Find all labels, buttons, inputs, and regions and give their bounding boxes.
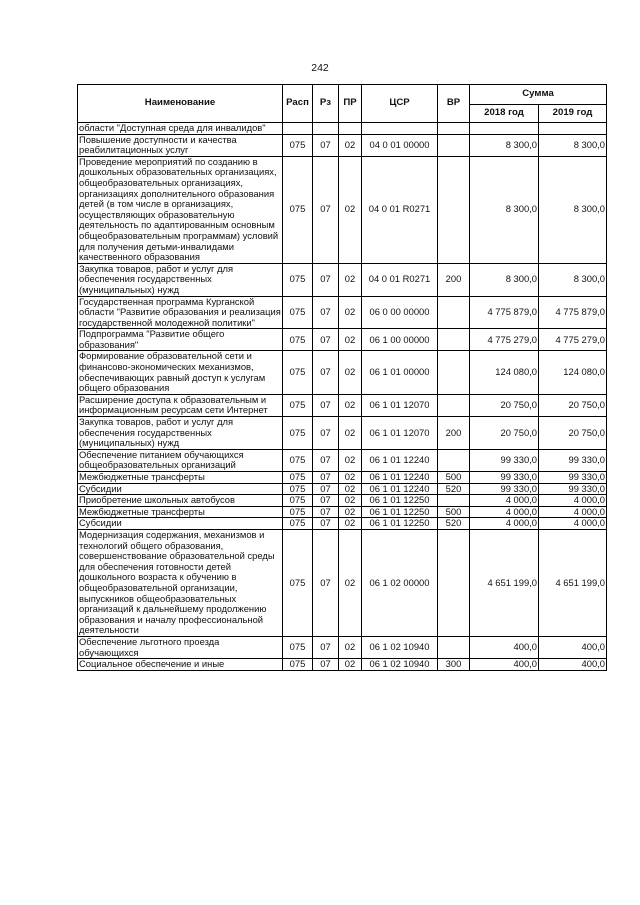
row-rz: 07 <box>313 351 339 394</box>
row-rz: 07 <box>313 659 339 671</box>
row-name: Межбюджетные трансферты <box>78 472 283 484</box>
row-sum-2018: 8 300,0 <box>470 156 539 263</box>
row-rz: 07 <box>313 417 339 450</box>
row-name: Подпрограмма "Развитие общего образования" <box>78 329 283 351</box>
row-vr: 500 <box>438 472 470 484</box>
row-pr: 02 <box>339 329 362 351</box>
row-sum-2018: 99 330,0 <box>470 472 539 484</box>
header-csr: ЦСР <box>362 85 438 123</box>
row-sum-2019 <box>539 123 607 135</box>
row-rz: 07 <box>313 518 339 530</box>
row-sum-2019: 8 300,0 <box>539 134 607 156</box>
table-row <box>78 329 607 351</box>
row-sum-2019: 20 750,0 <box>539 394 607 416</box>
page-number: 242 <box>311 62 329 74</box>
row-name: Государственная программа Курганской области "Развитие образования и реализация государственной молодежной политики" <box>79 296 281 328</box>
row-rasp: 075 <box>283 483 313 495</box>
row-sum-2019: 99 330,0 <box>539 483 607 495</box>
row-vr <box>438 123 470 135</box>
row-pr <box>339 123 362 135</box>
row-csr: 06 1 02 10940 <box>362 636 438 658</box>
row-csr: 04 0 01 R0271 <box>362 156 438 263</box>
row-vr: 200 <box>438 417 470 450</box>
row-rz: 07 <box>313 506 339 518</box>
row-sum-2018 <box>470 123 539 135</box>
row-csr: 06 1 01 12070 <box>362 394 438 416</box>
header-sum: Сумма <box>470 85 607 105</box>
row-rasp: 075 <box>283 329 313 351</box>
header-2019: 2019 год <box>539 105 607 123</box>
row-sum-2018: 4 000,0 <box>470 518 539 530</box>
row-pr: 02 <box>339 495 362 507</box>
row-name: Проведение мероприятий по созданию в дошкольных образовательных организациях, общеобразовательных организациях, организациях дополнительного образования детей (в том числе в организациях, осуществляющих образовательную деятельность по адаптированным основным общеобразовательным программам) условий для получения детьми-инвалидами качественного образования <box>78 156 283 263</box>
row-sum-2018: 8 300,0 <box>470 134 539 156</box>
row-rasp: 075 <box>283 449 313 471</box>
table-row <box>78 483 607 495</box>
budget-table <box>77 84 607 671</box>
row-pr: 02 <box>339 394 362 416</box>
row-pr: 02 <box>339 296 362 329</box>
row-vr <box>438 529 470 636</box>
row-sum-2018: 4 775 879,0 <box>470 296 539 329</box>
row-rz: 07 <box>313 483 339 495</box>
row-rasp: 075 <box>283 636 313 658</box>
row-sum-2018: 4 000,0 <box>470 506 539 518</box>
row-rasp: 075 <box>283 495 313 507</box>
header-name: Наименование <box>78 85 283 123</box>
row-rasp: 075 <box>283 659 313 671</box>
table-row <box>78 449 607 471</box>
row-csr: 04 0 01 R0271 <box>362 263 438 296</box>
row-rasp: 075 <box>283 394 313 416</box>
row-rasp: 075 <box>283 296 313 329</box>
table-row <box>78 156 607 263</box>
row-csr: 06 1 01 12250 <box>362 518 438 530</box>
table-row <box>78 529 607 636</box>
row-rasp: 075 <box>283 263 313 296</box>
row-sum-2019: 4 000,0 <box>539 518 607 530</box>
row-sum-2019: 124 080,0 <box>539 351 607 394</box>
row-sum-2018: 400,0 <box>470 659 539 671</box>
row-sum-2019: 20 750,0 <box>539 417 607 450</box>
header-vr: ВР <box>438 85 470 123</box>
row-vr: 520 <box>438 518 470 530</box>
row-name: Приобретение школьных автобусов <box>78 495 283 507</box>
row-pr: 02 <box>339 156 362 263</box>
table-row <box>78 495 607 507</box>
row-csr: 06 1 01 12240 <box>362 449 438 471</box>
row-sum-2018: 4 775 279,0 <box>470 329 539 351</box>
row-sum-2019: 4 775 279,0 <box>539 329 607 351</box>
row-rasp: 075 <box>283 134 313 156</box>
row-rz: 07 <box>313 156 339 263</box>
row-sum-2018: 99 330,0 <box>470 483 539 495</box>
row-vr <box>438 636 470 658</box>
row-pr: 02 <box>339 351 362 394</box>
header-2018: 2018 год <box>470 105 539 123</box>
row-csr: 06 1 01 12070 <box>362 417 438 450</box>
row-rasp: 075 <box>283 529 313 636</box>
table-row <box>78 296 607 329</box>
row-csr: 06 1 01 12250 <box>362 495 438 507</box>
table-row <box>78 472 607 484</box>
row-vr <box>438 394 470 416</box>
row-vr <box>438 351 470 394</box>
row-sum-2018: 8 300,0 <box>470 263 539 296</box>
row-sum-2018: 20 750,0 <box>470 417 539 450</box>
row-sum-2018: 400,0 <box>470 636 539 658</box>
row-name: Социальное обеспечение и иные <box>78 659 283 671</box>
row-csr <box>362 123 438 135</box>
table-row <box>78 263 607 296</box>
row-csr: 06 1 02 00000 <box>362 529 438 636</box>
table-row <box>78 134 607 156</box>
row-csr: 06 1 02 10940 <box>362 659 438 671</box>
row-name: Расширение доступа к образовательным и информационным ресурсам сети Интернет <box>78 394 283 416</box>
row-sum-2019: 8 300,0 <box>539 156 607 263</box>
row-pr: 02 <box>339 472 362 484</box>
row-vr: 520 <box>438 483 470 495</box>
row-csr: 06 0 00 00000 <box>362 296 438 329</box>
header-rasp: Расп <box>283 85 313 123</box>
row-csr: 06 1 00 00000 <box>362 329 438 351</box>
row-csr: 06 1 01 12240 <box>362 483 438 495</box>
row-pr: 02 <box>339 518 362 530</box>
row-sum-2018: 20 750,0 <box>470 394 539 416</box>
row-csr: 06 1 01 00000 <box>362 351 438 394</box>
row-pr: 02 <box>339 483 362 495</box>
row-sum-2019: 4 000,0 <box>539 495 607 507</box>
row-vr: 500 <box>438 506 470 518</box>
row-name: Межбюджетные трансферты <box>78 506 283 518</box>
row-rasp: 075 <box>283 156 313 263</box>
row-vr: 200 <box>438 263 470 296</box>
row-pr: 02 <box>339 659 362 671</box>
row-name: Субсидии <box>78 483 283 495</box>
table-row <box>78 417 607 450</box>
row-sum-2019: 99 330,0 <box>539 472 607 484</box>
row-rz: 07 <box>313 394 339 416</box>
row-name: Повышение доступности и качества реабилитационных услуг <box>78 134 283 156</box>
row-name: Модернизация содержания, механизмов и технологий общего образования, совершенствование образовательной среды для обеспечения готовности детей дошкольного возраста к обучению в общеобразовательной организации, выпускников общеобразовательных организаций к дальнейшему продолжению образования и началу профессиональной деятельности <box>78 529 283 636</box>
row-rz <box>313 123 339 135</box>
row-pr: 02 <box>339 506 362 518</box>
row-sum-2018: 4 651 199,0 <box>470 529 539 636</box>
row-rz: 07 <box>313 329 339 351</box>
row-csr: 06 1 01 12240 <box>362 472 438 484</box>
row-name: Формирование образовательной сети и финансово-экономических механизмов, обеспечивающих равный доступ к услугам общего образования <box>78 351 283 394</box>
row-name: Закупка товаров, работ и услуг для обеспечения государственных (муниципальных) нужд <box>78 417 283 450</box>
row-rz: 07 <box>313 134 339 156</box>
row-pr: 02 <box>339 529 362 636</box>
table-row <box>78 518 607 530</box>
row-sum-2019: 400,0 <box>539 659 607 671</box>
table-row <box>78 636 607 658</box>
row-sum-2019: 4 775 879,0 <box>539 296 607 329</box>
row-rasp: 075 <box>283 506 313 518</box>
row-rz: 07 <box>313 472 339 484</box>
row-rz: 07 <box>313 529 339 636</box>
row-vr <box>438 134 470 156</box>
row-pr: 02 <box>339 449 362 471</box>
row-vr <box>438 495 470 507</box>
row-name: области "Доступная среда для инвалидов" <box>78 123 283 135</box>
table-row <box>78 506 607 518</box>
row-pr: 02 <box>339 636 362 658</box>
row-sum-2018: 124 080,0 <box>470 351 539 394</box>
row-pr: 02 <box>339 417 362 450</box>
row-name: Обеспечение питанием обучающихся общеобразовательных организаций <box>78 449 283 471</box>
table-row <box>78 659 607 671</box>
row-sum-2019: 400,0 <box>539 636 607 658</box>
row-pr: 02 <box>339 263 362 296</box>
row-rz: 07 <box>313 296 339 329</box>
row-rz: 07 <box>313 449 339 471</box>
row-vr <box>438 449 470 471</box>
row-csr: 06 1 01 12250 <box>362 506 438 518</box>
row-rasp: 075 <box>283 417 313 450</box>
row-name: Закупка товаров, работ и услуг для обеспечения государственных (муниципальных) нужд <box>78 263 283 296</box>
row-name: Субсидии <box>78 518 283 530</box>
row-rasp: 075 <box>283 518 313 530</box>
row-sum-2019: 4 651 199,0 <box>539 529 607 636</box>
row-rz: 07 <box>313 636 339 658</box>
row-name: Обеспечение льготного проезда обучающихся <box>78 636 283 658</box>
row-vr <box>438 156 470 263</box>
row-sum-2019: 99 330,0 <box>539 449 607 471</box>
row-pr: 02 <box>339 134 362 156</box>
row-rz: 07 <box>313 495 339 507</box>
row-csr: 04 0 01 00000 <box>362 134 438 156</box>
header-rz: Рз <box>313 85 339 123</box>
row-vr <box>438 329 470 351</box>
table-row <box>78 123 607 135</box>
table-row <box>78 351 607 394</box>
row-sum-2018: 99 330,0 <box>470 449 539 471</box>
row-sum-2018: 4 000,0 <box>470 495 539 507</box>
row-sum-2019: 8 300,0 <box>539 263 607 296</box>
row-rasp: 075 <box>283 351 313 394</box>
table-row <box>78 394 607 416</box>
row-sum-2019: 4 000,0 <box>539 506 607 518</box>
row-vr <box>438 296 470 329</box>
row-rz: 07 <box>313 263 339 296</box>
header-row <box>78 85 607 105</box>
row-rasp <box>283 123 313 135</box>
row-rasp: 075 <box>283 472 313 484</box>
header-pr: ПР <box>339 85 362 123</box>
row-vr: 300 <box>438 659 470 671</box>
